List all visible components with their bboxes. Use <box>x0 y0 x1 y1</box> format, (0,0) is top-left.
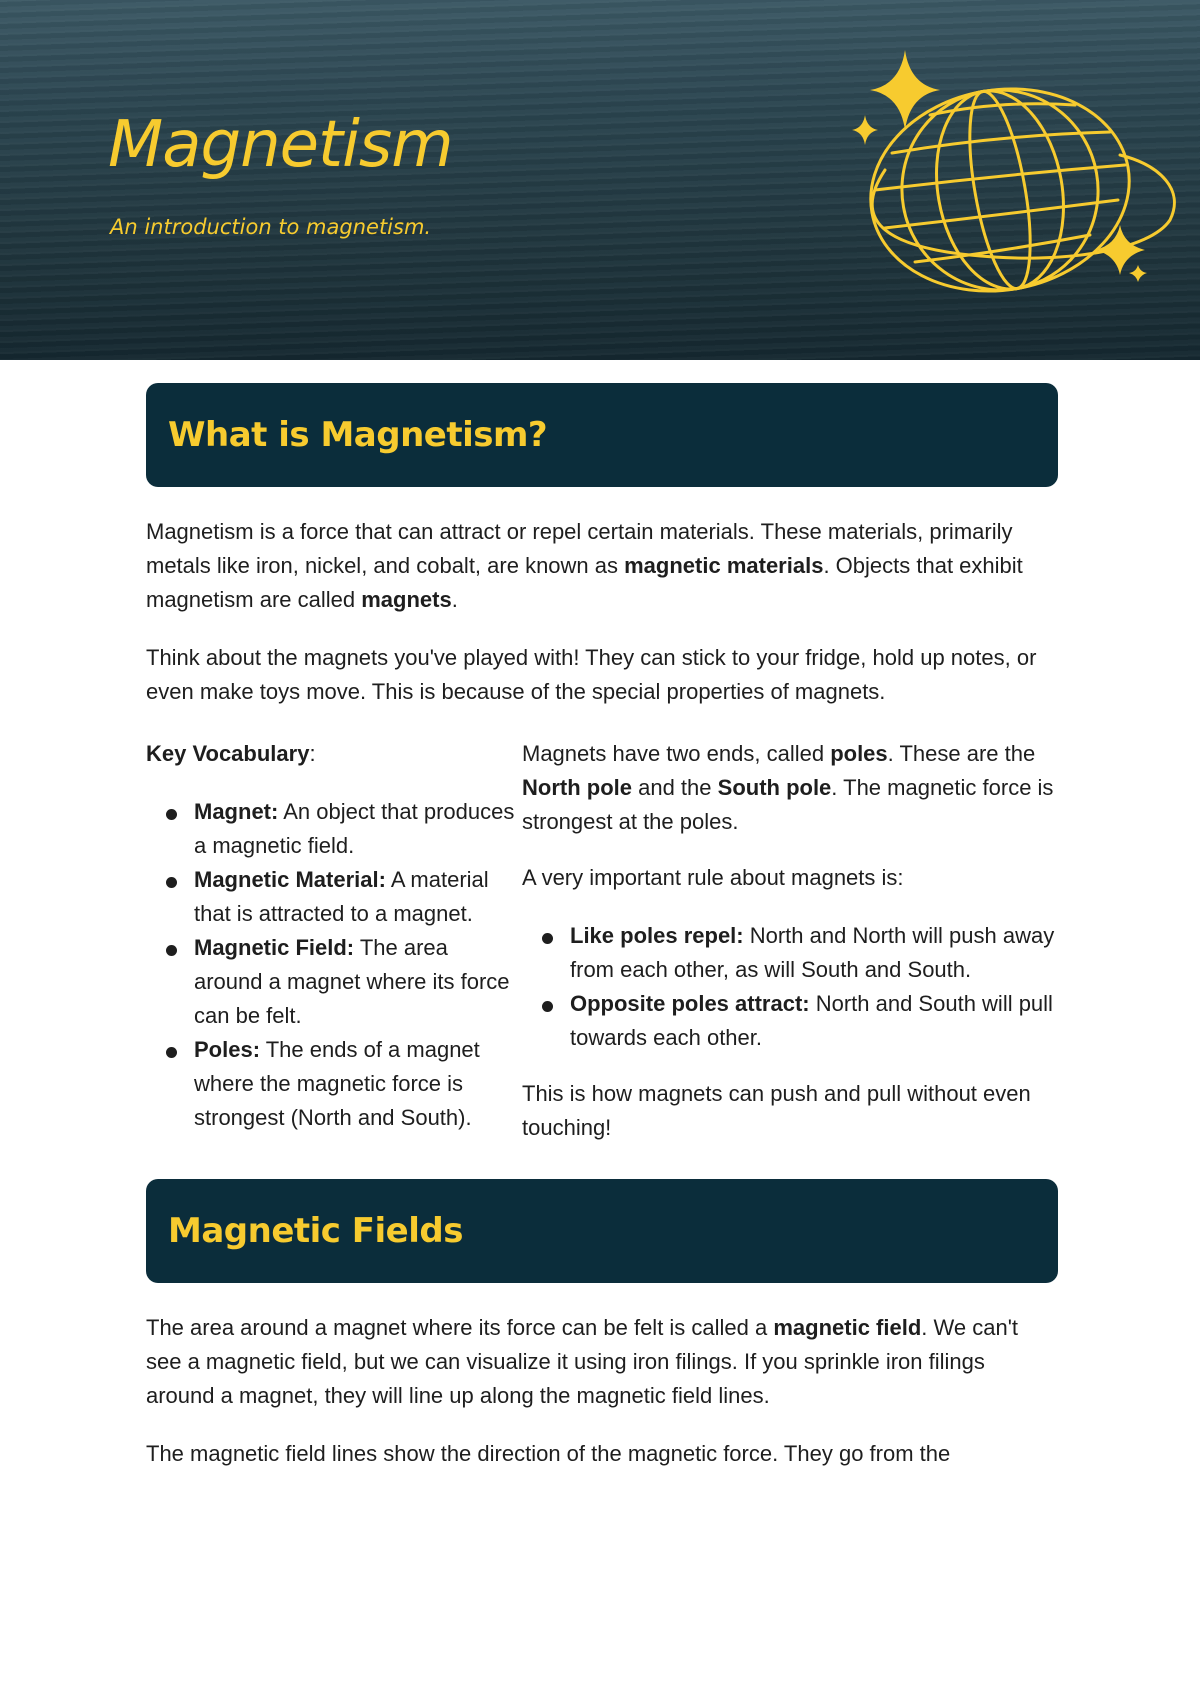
bold-term: Like poles repel: <box>570 923 744 948</box>
section-header-magnetic-fields <box>146 1179 1058 1283</box>
vocabulary-list <box>146 795 522 1135</box>
list-item <box>522 919 1058 987</box>
list-item <box>522 987 1058 1055</box>
definition: A material that is attracted to a magnet. <box>194 867 489 926</box>
list-item <box>146 795 522 863</box>
intro-paragraph <box>146 515 1058 617</box>
text-run: The area around a magnet where its force can be felt is called a <box>146 1315 774 1340</box>
header-banner <box>0 0 1200 360</box>
list-item <box>146 863 522 931</box>
text-run: . Objects that exhibit magnetism are called <box>146 553 1023 612</box>
field-lines-paragraph: The magnetic field lines show the direction of the magnetic force. They go from the <box>146 1441 951 1466</box>
everyday-magnets-paragraph: Think about the magnets you've played with! They can stick to your fridge, hold up notes, or even make toys move. This is because of the special properties of magnets. <box>146 645 1037 704</box>
text-run: Magnets have two ends, called <box>522 741 831 766</box>
bold-term: magnetic materials <box>624 553 824 578</box>
text-run: : <box>309 741 316 766</box>
bold-term: Magnetic Field: <box>194 935 355 960</box>
list-item <box>146 1033 522 1135</box>
poles-paragraph <box>522 737 1058 839</box>
text-run: . These are the <box>887 741 1036 766</box>
poles-column <box>522 737 1058 1145</box>
vocabulary-label: Key Vocabulary <box>146 741 310 766</box>
section-heading: Magnetic Fields <box>168 1211 463 1251</box>
vocabulary-column <box>146 737 522 1145</box>
text-run: . The magnetic force is strongest at the poles. <box>522 775 1054 834</box>
text-run: . <box>451 587 458 612</box>
text-run: . We can't see a magnetic field, but we can visualize it using iron filings. If you sprinkle iron filings around a magnet, they will line up along the magnetic field lines. <box>146 1315 1019 1408</box>
bold-term: Magnet: <box>194 799 279 824</box>
magnetic-field-paragraph <box>146 1311 1058 1413</box>
text-run: Magnetism is a force that can attract or repel certain materials. These materials, primarily metals like iron, nickel, and cobalt, are known as <box>146 519 1013 578</box>
vocabulary-title <box>146 737 522 771</box>
definition: An object that produces a magnetic field. <box>194 799 515 858</box>
definition: North and South will pull towards each other. <box>570 991 1053 1050</box>
text-run: and the <box>632 775 718 800</box>
definition: The area around a magnet where its force can be felt. <box>194 935 510 1028</box>
main-content <box>146 383 1058 1471</box>
page-title: Magnetism <box>108 108 453 182</box>
globe-with-sparkles-icon <box>820 40 1180 300</box>
two-column-block <box>146 737 1058 1145</box>
section-heading: What is Magnetism? <box>168 415 548 455</box>
bold-term: magnets <box>361 587 452 612</box>
page-subtitle: An introduction to magnetism. <box>110 215 432 239</box>
rules-list <box>522 919 1058 1055</box>
bold-term: North pole <box>522 775 632 800</box>
definition: The ends of a magnet where the magnetic force is strongest (North and South). <box>194 1037 480 1130</box>
bold-term: poles <box>830 741 888 766</box>
definition: North and North will push away from each other, as will South and South. <box>570 923 1055 982</box>
section-header-what-is-magnetism <box>146 383 1058 487</box>
bold-term: magnetic field <box>773 1315 922 1340</box>
bold-term: Magnetic Material: <box>194 867 386 892</box>
list-item <box>146 931 522 1033</box>
bold-term: South pole <box>717 775 832 800</box>
bold-term: Opposite poles attract: <box>570 991 810 1016</box>
rule-intro: A very important rule about magnets is: <box>522 865 904 890</box>
closing-paragraph: This is how magnets can push and pull without even touching! <box>522 1081 1031 1140</box>
bold-term: Poles: <box>194 1037 261 1062</box>
